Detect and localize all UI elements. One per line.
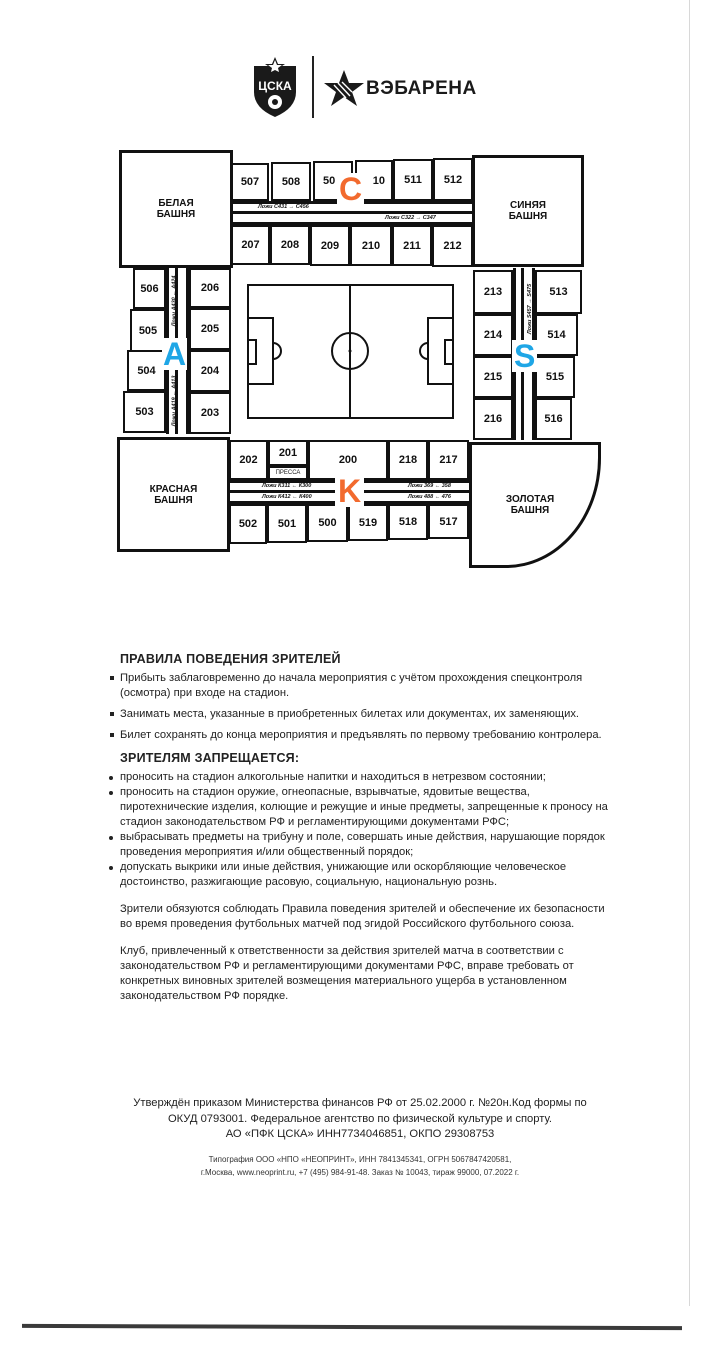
printing-info — [100, 1153, 620, 1179]
sector-200[interactable]: 200 — [308, 440, 388, 480]
sector-517[interactable]: 517 — [428, 504, 469, 539]
red-tower — [117, 437, 230, 552]
tear-line — [22, 1324, 682, 1330]
sector-217[interactable]: 217 — [428, 440, 469, 480]
veb-arena-logo-text: ВЭБАРЕНА — [366, 78, 477, 99]
sector-216[interactable]: 216 — [473, 398, 513, 440]
sector-202[interactable]: 202 — [229, 440, 268, 480]
sector-208[interactable]: 208 — [270, 225, 310, 265]
gold-tower-label: ЗОЛОТАЯ БАШНЯ — [505, 494, 555, 516]
white-tower-label: БЕЛАЯ БАШНЯ — [156, 198, 196, 220]
sector-510[interactable]: 10 — [355, 160, 393, 201]
sector-507[interactable]: 507 — [231, 163, 269, 201]
sector-205[interactable]: 205 — [189, 308, 231, 350]
lodge-label-c322: Ложи С322 → С347 — [385, 215, 436, 221]
obligations-paragraph: Зрители обязуются соблюдать Правила поведения зрителей и обеспечение их безопасности во время проведения футбольных матчей под эгидой Российского футбольного союза. — [120, 903, 605, 930]
sector-506[interactable]: 506 — [133, 268, 166, 309]
printing-line: Типография ООО «НПО «НЕОПРИНТ», ИНН 7841345341, ОГРН 5067847420581, — [208, 1155, 512, 1164]
lodge-label-k311: Ложи К311 ← К300 — [262, 483, 312, 489]
sector-209[interactable]: 209 — [310, 225, 350, 266]
lodge-label-a419: Ложи А419 ← А413 — [171, 375, 178, 427]
blue-tower — [472, 155, 584, 267]
stand-a-label: A — [163, 336, 187, 372]
approval-line: Утверждён приказом Министерства финансов РФ от 25.02.2000 г. №20н.Код формы по — [133, 1097, 587, 1109]
sector-519[interactable]: 519 — [348, 504, 388, 541]
sector-206[interactable]: 206 — [189, 268, 231, 308]
rules-item: Занимать места, указанные в приобретенных билетах или документах, их заменяющих. — [108, 707, 613, 722]
sector-515[interactable]: 515 — [535, 356, 575, 398]
sector-213[interactable]: 213 — [473, 270, 513, 314]
sector-511[interactable]: 511 — [393, 159, 433, 201]
sector-201[interactable]: 201 — [268, 440, 308, 466]
sector-508[interactable]: 508 — [271, 162, 311, 201]
football-pitch — [240, 280, 462, 426]
lodge-label-369: Ложи 369 ← 358 — [408, 483, 451, 489]
press-box: ПРЕССА — [268, 466, 308, 480]
sector-210[interactable]: 210 — [350, 225, 392, 266]
approval-notice — [100, 1096, 620, 1143]
sector-218[interactable]: 218 — [388, 440, 428, 480]
sector-504[interactable]: 504 — [127, 350, 166, 391]
sector-212[interactable]: 212 — [432, 225, 473, 267]
sector-518[interactable]: 518 — [388, 504, 428, 540]
stand-s-label: S — [514, 338, 536, 374]
lodge-label-k412: Ложи К412 ← К400 — [262, 494, 312, 500]
sector-501[interactable]: 501 — [267, 504, 307, 543]
sector-207[interactable]: 207 — [231, 225, 270, 265]
sector-204[interactable]: 204 — [189, 350, 231, 392]
stand-c-label: C — [339, 171, 363, 207]
rules-title: ПРАВИЛА ПОВЕДЕНИЯ ЗРИТЕЛЕЙ — [120, 652, 341, 666]
liability-paragraph: Клуб, привлеченный к ответственности за действия зрителей матча в соответствии с законодательством РФ и регламентирующими документами РФС, вправе требовать от конкретных виновных зрителей возмещения материального ущерба в установленном законодательством РФ порядке. — [120, 945, 574, 1002]
red-tower-label: КРАСНАЯ БАШНЯ — [149, 483, 198, 506]
sector-502[interactable]: 502 — [229, 504, 267, 544]
lodge-label-488: Ложи 488 ← 476 — [408, 494, 451, 500]
approval-line: ОКУД 0793001. Федеральное агентство по физической культуре и спорту. — [167, 1112, 553, 1125]
sector-513[interactable]: 513 — [535, 270, 582, 314]
prohibited-title: ЗРИТЕЛЯМ ЗАПРЕЩАЕТСЯ: — [120, 751, 300, 765]
rules-item: Прибыть заблаговременно до начала мероприятия с учётом прохождения спецконтроля (осмотра) при входе на стадион. — [108, 671, 613, 701]
prohibited-item: допускать выкрики или иные действия, унижающие или оскорбляющие человеческое достоинство, разжигающие расовую, социальную, национальную рознь. — [108, 860, 613, 890]
sector-503[interactable]: 503 — [123, 391, 166, 433]
sector-516[interactable]: 516 — [535, 398, 572, 440]
sector-203[interactable]: 203 — [189, 392, 231, 434]
sector-215[interactable]: 215 — [473, 356, 513, 398]
prohibited-item: проносить на стадион алкогольные напитки и находиться в нетрезвом состоянии; — [108, 770, 613, 785]
sector-505[interactable]: 505 — [130, 309, 166, 352]
rules-section — [108, 652, 613, 1016]
stand-k-label: K — [335, 475, 364, 507]
sector-514[interactable]: 514 — [535, 314, 578, 356]
sector-509[interactable]: 50 — [313, 161, 353, 201]
sector-211[interactable]: 211 — [392, 225, 432, 266]
lane-line — [231, 211, 473, 214]
prohibited-item: выбрасывать предметы на трибуну и поле, совершать иные действия, нарушающие порядок проведения мероприятия и/или общественный порядок; — [108, 830, 613, 860]
blue-tower-label: СИНЯЯ БАШНЯ — [508, 200, 548, 222]
cska-logo-text: ЦСКА — [258, 79, 292, 93]
rules-list — [108, 671, 613, 743]
lodge-label-s457: Ложи S457 → S475 — [527, 283, 534, 335]
white-tower — [119, 150, 233, 268]
rules-item: Билет сохранять до конца мероприятия и предъявлять по первому требованию контролера. — [108, 728, 613, 743]
sector-214[interactable]: 214 — [473, 314, 513, 356]
lodge-label-c431: Ложи С431 → С456 — [258, 204, 309, 210]
printing-line: г.Москва, www.neoprint.ru, +7 (495) 984-91-48. Заказ № 10043, тираж 99000, 07.2022 г. — [200, 1168, 520, 1177]
stadium-map — [0, 0, 722, 600]
approval-line: АО «ПФК ЦСКА» ИНН7734046851, ОКПО 29308753 — [225, 1128, 495, 1140]
sector-500[interactable]: 500 — [307, 504, 348, 542]
prohibited-list — [108, 770, 613, 890]
sector-512[interactable]: 512 — [433, 158, 473, 201]
prohibited-item: проносить на стадион оружие, огнеопасные, взрывчатые, ядовитые вещества, пиротехнические изделия, колющие и режущие и иные предметы, запрещенные к проносу на стадион законодательством РФ и регламентирующими документами РФС; — [108, 785, 613, 830]
lodge-label-a430: Ложи А430 ← А424 — [171, 275, 178, 327]
gold-tower — [469, 442, 601, 568]
